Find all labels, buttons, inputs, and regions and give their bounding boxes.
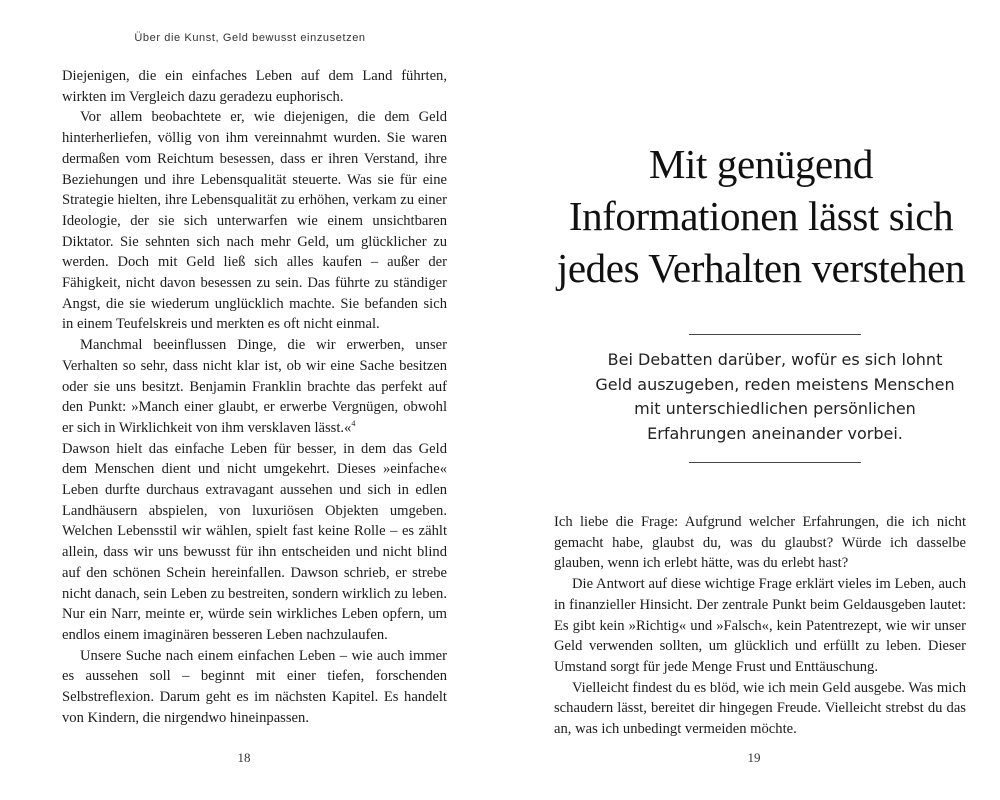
paragraph: Vor allem beobachtete er, wie diejenigen, die dem Geld hinterherliefen, völlig von ihm vereinnahmt wurden. Sie waren dermaßen vom Reichtum besessen, dass er ihren Verstand, ihre Beziehungen und ihre Lebensqualität steuerte. Was sie für eine Strategie hielten, ihre Lebensqualität zu erhöhen, verkam zu einer Ideologie, der sie sich unterwarfen wie einem unsichtbaren Diktator. Sie sehnten sich nach mehr Geld, um glücklicher zu werden. Doch mit Geld ließ sich alles kaufen – außer der Fähigkeit, nicht davon besessen zu sein. Das führte zu ständiger Angst, die sie wiederum unglücklich machte. Sie befanden sich in einem Teufelskreis und merkten es oft nicht einmal. <box>62 109 447 333</box>
paragraph: Unsere Suche nach einem einfachen Leben – wie auch immer es aussehen soll – beginnt mit einer tiefen, forschenden Selbstreflexion. Darum geht es im nächsten Kapitel. Es handelt von Kindern, die nirgendwo hineinpassen. <box>62 647 447 726</box>
intro-line: Bei Debatten darüber, wofür es sich lohnt <box>607 350 943 369</box>
running-head: Über die Kunst, Geld bewusst einzusetzen <box>134 32 366 44</box>
chapter-title-line: jedes Verhalten verstehen <box>556 245 966 291</box>
paragraph: Vielleicht findest du es blöd, wie ich mein Geld ausgebe. Was mich schaudern lässt, bereitet dir hingegen Freude. Vielleicht strebst du das an, was ich unbedingt vermeiden möchte. <box>554 679 966 738</box>
page-number: 18 <box>237 750 251 765</box>
paragraph <box>62 335 447 439</box>
left-body-text <box>62 66 447 729</box>
chapter-title <box>530 138 992 294</box>
right-body-text <box>554 512 966 740</box>
chapter-title-line: Mit genügend <box>648 141 874 187</box>
divider-rule-top <box>689 334 861 335</box>
paragraph: Ich liebe die Frage: Aufgrund welcher Erfahrungen, die ich nicht gemacht habe, glaubst du, was du glaubst? Würde ich dasselbe glauben, wenn ich erlebt hätte, was du erlebt hast? <box>554 514 966 572</box>
divider-rule-bottom <box>689 462 861 463</box>
paragraph: Die Antwort auf diese wichtige Frage erklärt vieles im Leben, auch in finanzieller Hinsicht. Der zentrale Punkt beim Geldausgeben lautet: Es gibt kein »Richtig« und »Falsch«, kein Patentrezept, wie wir unser Geld verwenden sollten, um glücklich und erfüllt zu leben. Dieser Umstand sorgt für jede Menge Frust und Enttäuschung. <box>554 576 966 675</box>
paragraph: Diejenigen, die ein einfaches Leben auf dem Land führten, wirkten im Vergleich dazu geradezu euphorisch. <box>62 68 447 105</box>
paragraph: Dawson hielt das einfache Leben für besser, in dem das Geld dem Menschen dient und nicht umgekehrt. Dieses »einfache« Leben durfte durchaus extravagant aussehen und sich in edlen Landhäusern abspielen, von luxuriösen Objekten umgeben. Welchen Lebensstil wir wählen, spielt fast keine Rolle – es zählt allein, dass wir uns bewusst für ihn entscheiden und nicht blind auf den schönen Schein hereinfallen. Dawson schrieb, er strebe nicht danach, sein Leben zu bestreiten, sondern wirklich zu leben. Nur ein Narr, meinte er, würde sein wirkliches Leben opfern, um endlos einem imaginären besseren Leben nachzulaufen. <box>62 440 447 643</box>
chapter-intro <box>570 348 980 447</box>
intro-line: Erfahrungen aneinander vorbei. <box>647 424 903 444</box>
right-page <box>500 0 1000 800</box>
paragraph-text: Manchmal beeinflussen Dinge, die wir erwerben, unser Verhalten so sehr, dass nicht klar ist, ob wir eine Sache besitzen oder sie uns besitzt. Benjamin Franklin brachte das perfekt auf den Punkt: »Manch einer glaubt, er erwerbe Vergnügen, obwohl er sich in Wirklichkeit von ihm versklaven lässt.« <box>62 337 447 436</box>
intro-line: mit unterschiedlichen persönlichen <box>634 399 916 419</box>
footnote-marker: 4 <box>351 419 356 429</box>
page-number: 19 <box>747 750 761 765</box>
chapter-title-line: Informationen lässt sich <box>568 193 954 239</box>
intro-line: Geld auszugeben, reden meistens Menschen <box>595 374 955 394</box>
